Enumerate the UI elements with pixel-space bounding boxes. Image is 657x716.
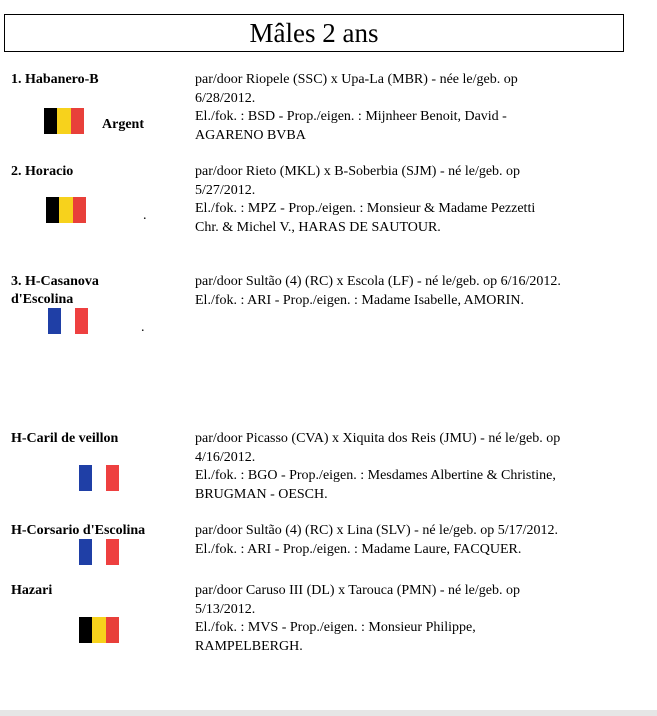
birth-date: 6/28/2012. bbox=[195, 90, 256, 106]
pedigree-line: par/door Rieto (MKL) x B-Soberbia (SJM) - né le/geb. op bbox=[195, 164, 521, 179]
page-title bbox=[4, 14, 624, 52]
entry-info bbox=[195, 522, 635, 559]
entry-name: H-Corsario d'Escolina bbox=[11, 523, 146, 538]
breeder-owner-line: El./fok. : MVS - Prop./eigen. : Monsieur Philippe, bbox=[195, 620, 476, 635]
mark: . bbox=[143, 208, 147, 223]
breeder-owner-line: El./fok. : MPZ - Prop./eigen. : Monsieur & Madame Pezzetti bbox=[195, 201, 536, 216]
page-bottom-edge bbox=[0, 710, 657, 716]
entry-info bbox=[195, 163, 635, 237]
belgium-flag-icon bbox=[44, 108, 84, 134]
entry-info bbox=[195, 582, 635, 656]
page-title-text: Mâles 2 ans bbox=[249, 17, 379, 48]
breeder-owner-line: El./fok. : ARI - Prop./eigen. : Madame Isabelle, AMORIN. bbox=[195, 292, 524, 308]
birth-date: 4/16/2012. bbox=[195, 449, 256, 465]
entry-info bbox=[195, 71, 635, 145]
entry-name: 2. Horacio bbox=[11, 164, 74, 179]
entry-name bbox=[11, 273, 191, 309]
entry-name: H-Caril de veillon bbox=[11, 431, 119, 446]
breeder-owner-line: El./fok. : BSD - Prop./eigen. : Mijnheer Benoit, David - bbox=[195, 109, 507, 124]
breeder-owner-line: El./fok. : ARI - Prop./eigen. : Madame Laure, FACQUER. bbox=[195, 541, 522, 557]
birth-date: 5/27/2012. bbox=[195, 182, 256, 198]
entry-name: 1. Habanero-B bbox=[11, 72, 99, 87]
pedigree-line: par/door Sultão (4) (RC) x Escola (LF) - né le/geb. op 6/16/2012. bbox=[195, 274, 561, 289]
medal-label: Argent bbox=[102, 117, 144, 132]
france-flag-icon bbox=[48, 308, 88, 334]
france-flag-icon bbox=[79, 465, 119, 491]
owner-line: AGARENO BVBA bbox=[195, 127, 306, 143]
breeder-owner-line: El./fok. : BGO - Prop./eigen. : Mesdames Albertine & Christine, bbox=[195, 468, 556, 483]
entry-name-line2: d'Escolina bbox=[11, 292, 74, 307]
mark: . bbox=[141, 320, 145, 335]
belgium-flag-icon bbox=[46, 197, 86, 223]
belgium-flag-icon bbox=[79, 617, 119, 643]
birth-date: 5/13/2012. bbox=[195, 601, 256, 617]
pedigree-line: par/door Sultão (4) (RC) x Lina (SLV) - né le/geb. op 5/17/2012. bbox=[195, 523, 559, 538]
entry-name-line1: 3. H-Casanova bbox=[11, 274, 99, 289]
pedigree-line: par/door Picasso (CVA) x Xiquita dos Reis (JMU) - né le/geb. op bbox=[195, 431, 561, 446]
pedigree-line: par/door Caruso III (DL) x Tarouca (PMN) - né le/geb. op bbox=[195, 583, 520, 598]
owner-line: Chr. & Michel V., HARAS DE SAUTOUR. bbox=[195, 219, 441, 235]
pedigree-line: par/door Riopele (SSC) x Upa-La (MBR) - née le/geb. op bbox=[195, 72, 518, 87]
owner-line: BRUGMAN - OESCH. bbox=[195, 486, 328, 502]
entry-name: Hazari bbox=[11, 583, 53, 598]
owner-line: RAMPELBERGH. bbox=[195, 638, 303, 654]
entry-info bbox=[195, 273, 635, 310]
entry-info bbox=[195, 430, 635, 504]
france-flag-icon bbox=[79, 539, 119, 565]
